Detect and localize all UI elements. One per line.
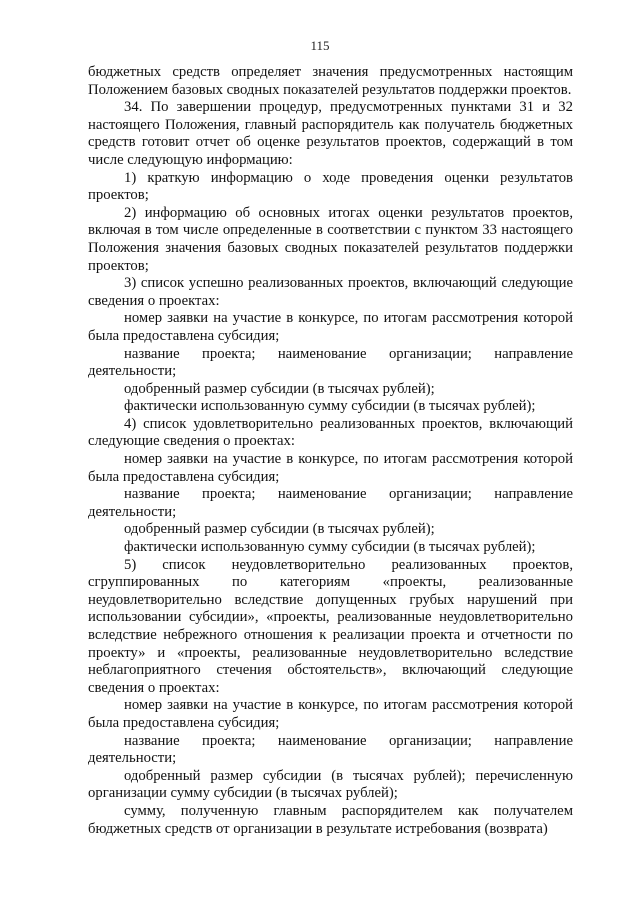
paragraph: бюджетных средств определяет значения предусмотренных настоящим Положением базовых сводных показателей результатов поддержки проектов. xyxy=(88,64,573,98)
sub-item: сумму, полученную главным распорядителем как получателем бюджетных средств от организации в результате истребования (возврата) xyxy=(88,802,573,837)
document-body xyxy=(88,64,573,838)
paragraph-clause-34: 34. По завершении процедур, предусмотренных пунктами 31 и 32 настоящего Положения, главный распорядитель как получатель бюджетных средств готовит отчет об оценке результатов проектов, содержащий в том числе следующую информацию: xyxy=(88,99,573,168)
list-item: 2) информацию об основных итогах оценки результатов проектов, включая в том числе определенные в соответствии с пунктом 33 настоящего Положения значения базовых сводных показателей результатов поддержки проектов; xyxy=(88,204,573,274)
list-item: 3) список успешно реализованных проектов, включающий следующие сведения о проектах: xyxy=(88,275,573,309)
sub-item: фактически использованную сумму субсидии (в тысячах рублей); xyxy=(124,398,536,415)
sub-item: одобренный размер субсидии (в тысячах рублей); перечисленную организации сумму субсидии (в тысячах рублей); xyxy=(88,767,573,802)
sub-item: название проекта; наименование организации; направление деятельности; xyxy=(88,486,573,520)
list-item: 4) список удовлетворительно реализованных проектов, включающий следующие сведения о проектах: xyxy=(88,415,573,450)
sub-item: номер заявки на участие в конкурсе, по итогам рассмотрения которой была предоставлена субсидия; xyxy=(88,697,573,731)
list-item: 1) краткую информацию о ходе проведения оценки результатов проектов; xyxy=(88,169,573,204)
sub-item: номер заявки на участие в конкурсе, по итогам рассмотрения которой была предоставлена субсидия; xyxy=(88,451,573,485)
sub-item: фактически использованную сумму субсидии (в тысячах рублей); xyxy=(124,539,536,556)
sub-item: одобренный размер субсидии (в тысячах рублей); xyxy=(124,521,435,538)
list-item: 5) список неудовлетворительно реализованных проектов, сгруппированных по категориям «проекты, реализованные неудовлетворительно вследствие допущенных грубых нарушений при использовании субсидии», «проекты, реализованные неудовлетворительно вследствие небрежного отношения к реализации проекта и отчетности по проекту» и «проекты, реализованные неудовлетворительно вследствие неблагоприятного стечения обстоятельств», включающий следующие сведения о проектах: xyxy=(88,556,573,696)
sub-item: название проекта; наименование организации; направление деятельности; xyxy=(88,732,573,767)
sub-item: номер заявки на участие в конкурсе, по итогам рассмотрения которой была предоставлена субсидия; xyxy=(88,310,573,344)
sub-item: название проекта; наименование организации; направление деятельности; xyxy=(88,345,573,380)
page-number: 115 xyxy=(310,38,330,53)
sub-item: одобренный размер субсидии (в тысячах рублей); xyxy=(124,380,435,397)
